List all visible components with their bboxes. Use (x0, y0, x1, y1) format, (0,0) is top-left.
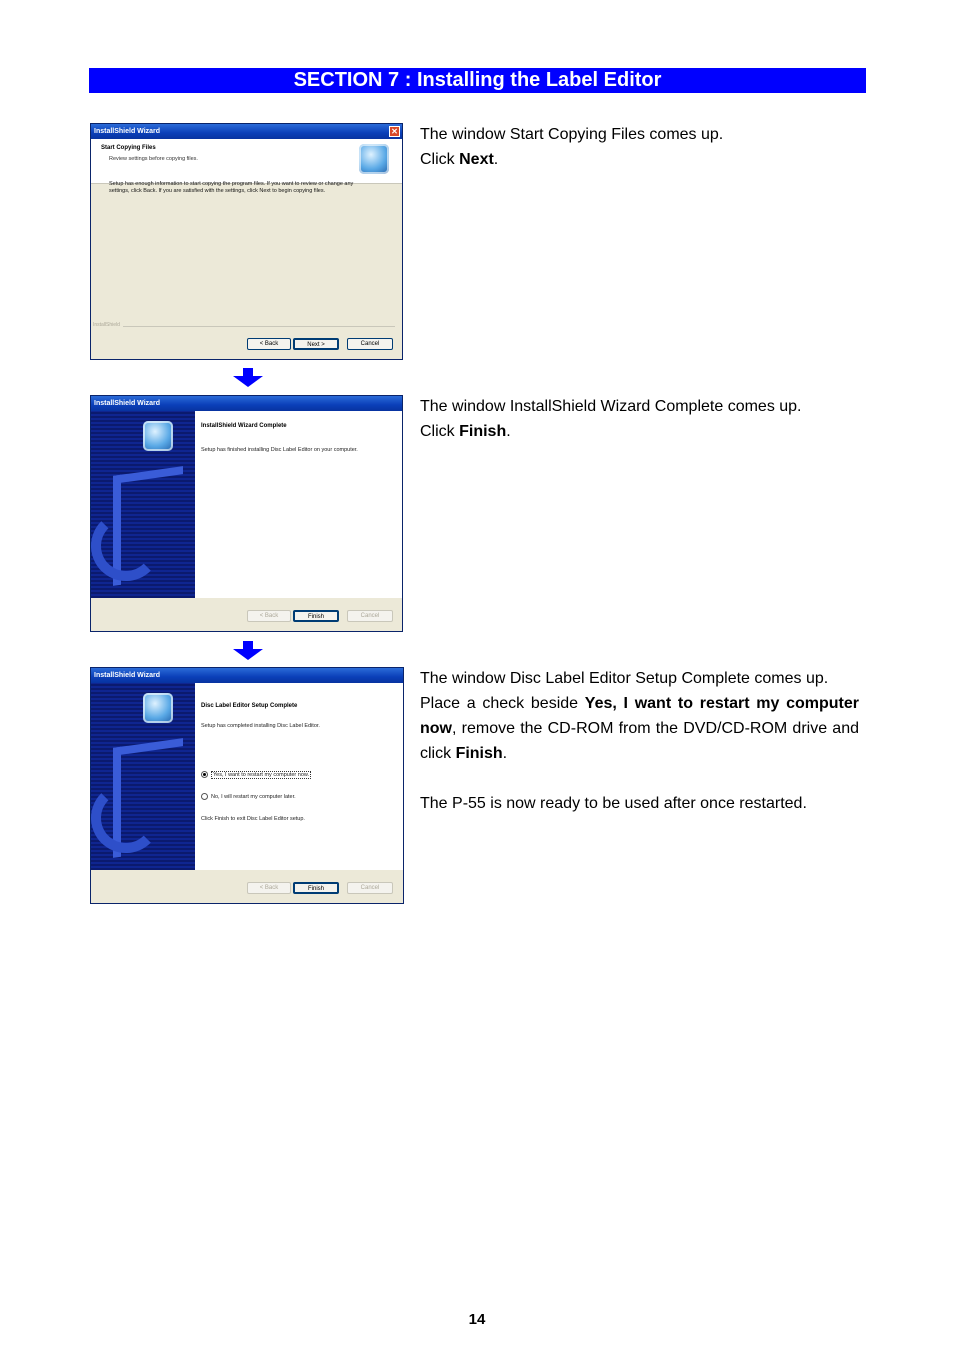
restart-now-label: Yes, I want to restart my computer now. (213, 771, 310, 778)
wizard-content-panel (195, 411, 402, 598)
section-title: SECTION 7 : Installing the Label Editor (89, 68, 866, 93)
step3-ready: The P-55 is now ready to be used after once restarted. (420, 795, 807, 812)
step3-instructions: Place a check beside Yes, I want to restart my computer now, remove the CD-ROM from the DVD/CD-ROM drive and click Finish. (420, 695, 859, 762)
wizard-text: Setup has completed installing Disc Label Editor. (201, 723, 320, 729)
cancel-button[interactable]: Cancel (347, 338, 393, 350)
start-copying-files-window (90, 123, 403, 360)
wizard-complete-window (90, 395, 403, 632)
setup-complete-window (90, 667, 404, 904)
step3-description (420, 666, 859, 816)
wizard-side-graphic (91, 683, 195, 870)
installshield-brand: InstallShield (93, 322, 120, 328)
installer-cd-icon (143, 421, 173, 451)
finish-button[interactable]: Finish (293, 610, 339, 622)
step2-click: Click Finish. (420, 423, 511, 440)
cancel-button[interactable]: Cancel (347, 610, 393, 622)
step2-description (420, 394, 859, 444)
wizard-body-text: Setup has enough information to start copying the program files. If you want to review or change any settings, click Back. If you are satisfied with the settings, click Next to begin copying files. (109, 181, 354, 194)
window-titlebar (91, 396, 402, 411)
wizard-title: InstallShield Wizard Complete (201, 423, 287, 429)
wizard-header-subtitle: Review settings before copying files. (109, 156, 198, 162)
next-button[interactable]: Next > (293, 338, 339, 350)
window-title: InstallShield Wizard (94, 128, 161, 135)
wizard-side-graphic (91, 411, 195, 598)
finish-note: Click Finish to exit Disc Label Editor setup. (201, 816, 305, 822)
window-titlebar (91, 668, 403, 683)
restart-later-label: No, I will restart my computer later. (211, 793, 296, 800)
radio-unselected-icon[interactable] (201, 793, 208, 800)
close-icon[interactable]: ✕ (389, 126, 400, 137)
restart-later-option[interactable] (201, 793, 296, 800)
wizard-text: Setup has finished installing Disc Label Editor on your computer. (201, 447, 358, 453)
step2-line1: The window InstallShield Wizard Complete comes up. (420, 398, 802, 415)
window-title: InstallShield Wizard (94, 672, 161, 679)
window-title: InstallShield Wizard (94, 400, 161, 407)
page-number: 14 (468, 1311, 486, 1328)
wizard-content-panel (195, 683, 403, 870)
installer-cd-icon (143, 693, 173, 723)
wizard-header-title: Start Copying Files (101, 145, 156, 151)
down-arrow-icon (233, 641, 263, 663)
step3-line1: The window Disc Label Editor Setup Complete comes up. (420, 670, 829, 687)
back-button[interactable]: < Back (247, 610, 291, 622)
cancel-button[interactable]: Cancel (347, 882, 393, 894)
installer-cd-icon (359, 144, 389, 174)
wizard-title: Disc Label Editor Setup Complete (201, 703, 298, 709)
step1-description (420, 122, 859, 172)
back-button[interactable]: < Back (247, 882, 291, 894)
down-arrow-icon (233, 368, 263, 390)
wizard-header (91, 139, 402, 184)
radio-selected-icon[interactable] (201, 771, 208, 778)
step1-click: Click Next. (420, 151, 499, 168)
finish-button[interactable]: Finish (293, 882, 339, 894)
step1-line1: The window Start Copying Files comes up. (420, 126, 724, 143)
divider (123, 326, 395, 327)
back-button[interactable]: < Back (247, 338, 291, 350)
restart-now-option[interactable] (201, 771, 311, 778)
window-titlebar (91, 124, 402, 139)
